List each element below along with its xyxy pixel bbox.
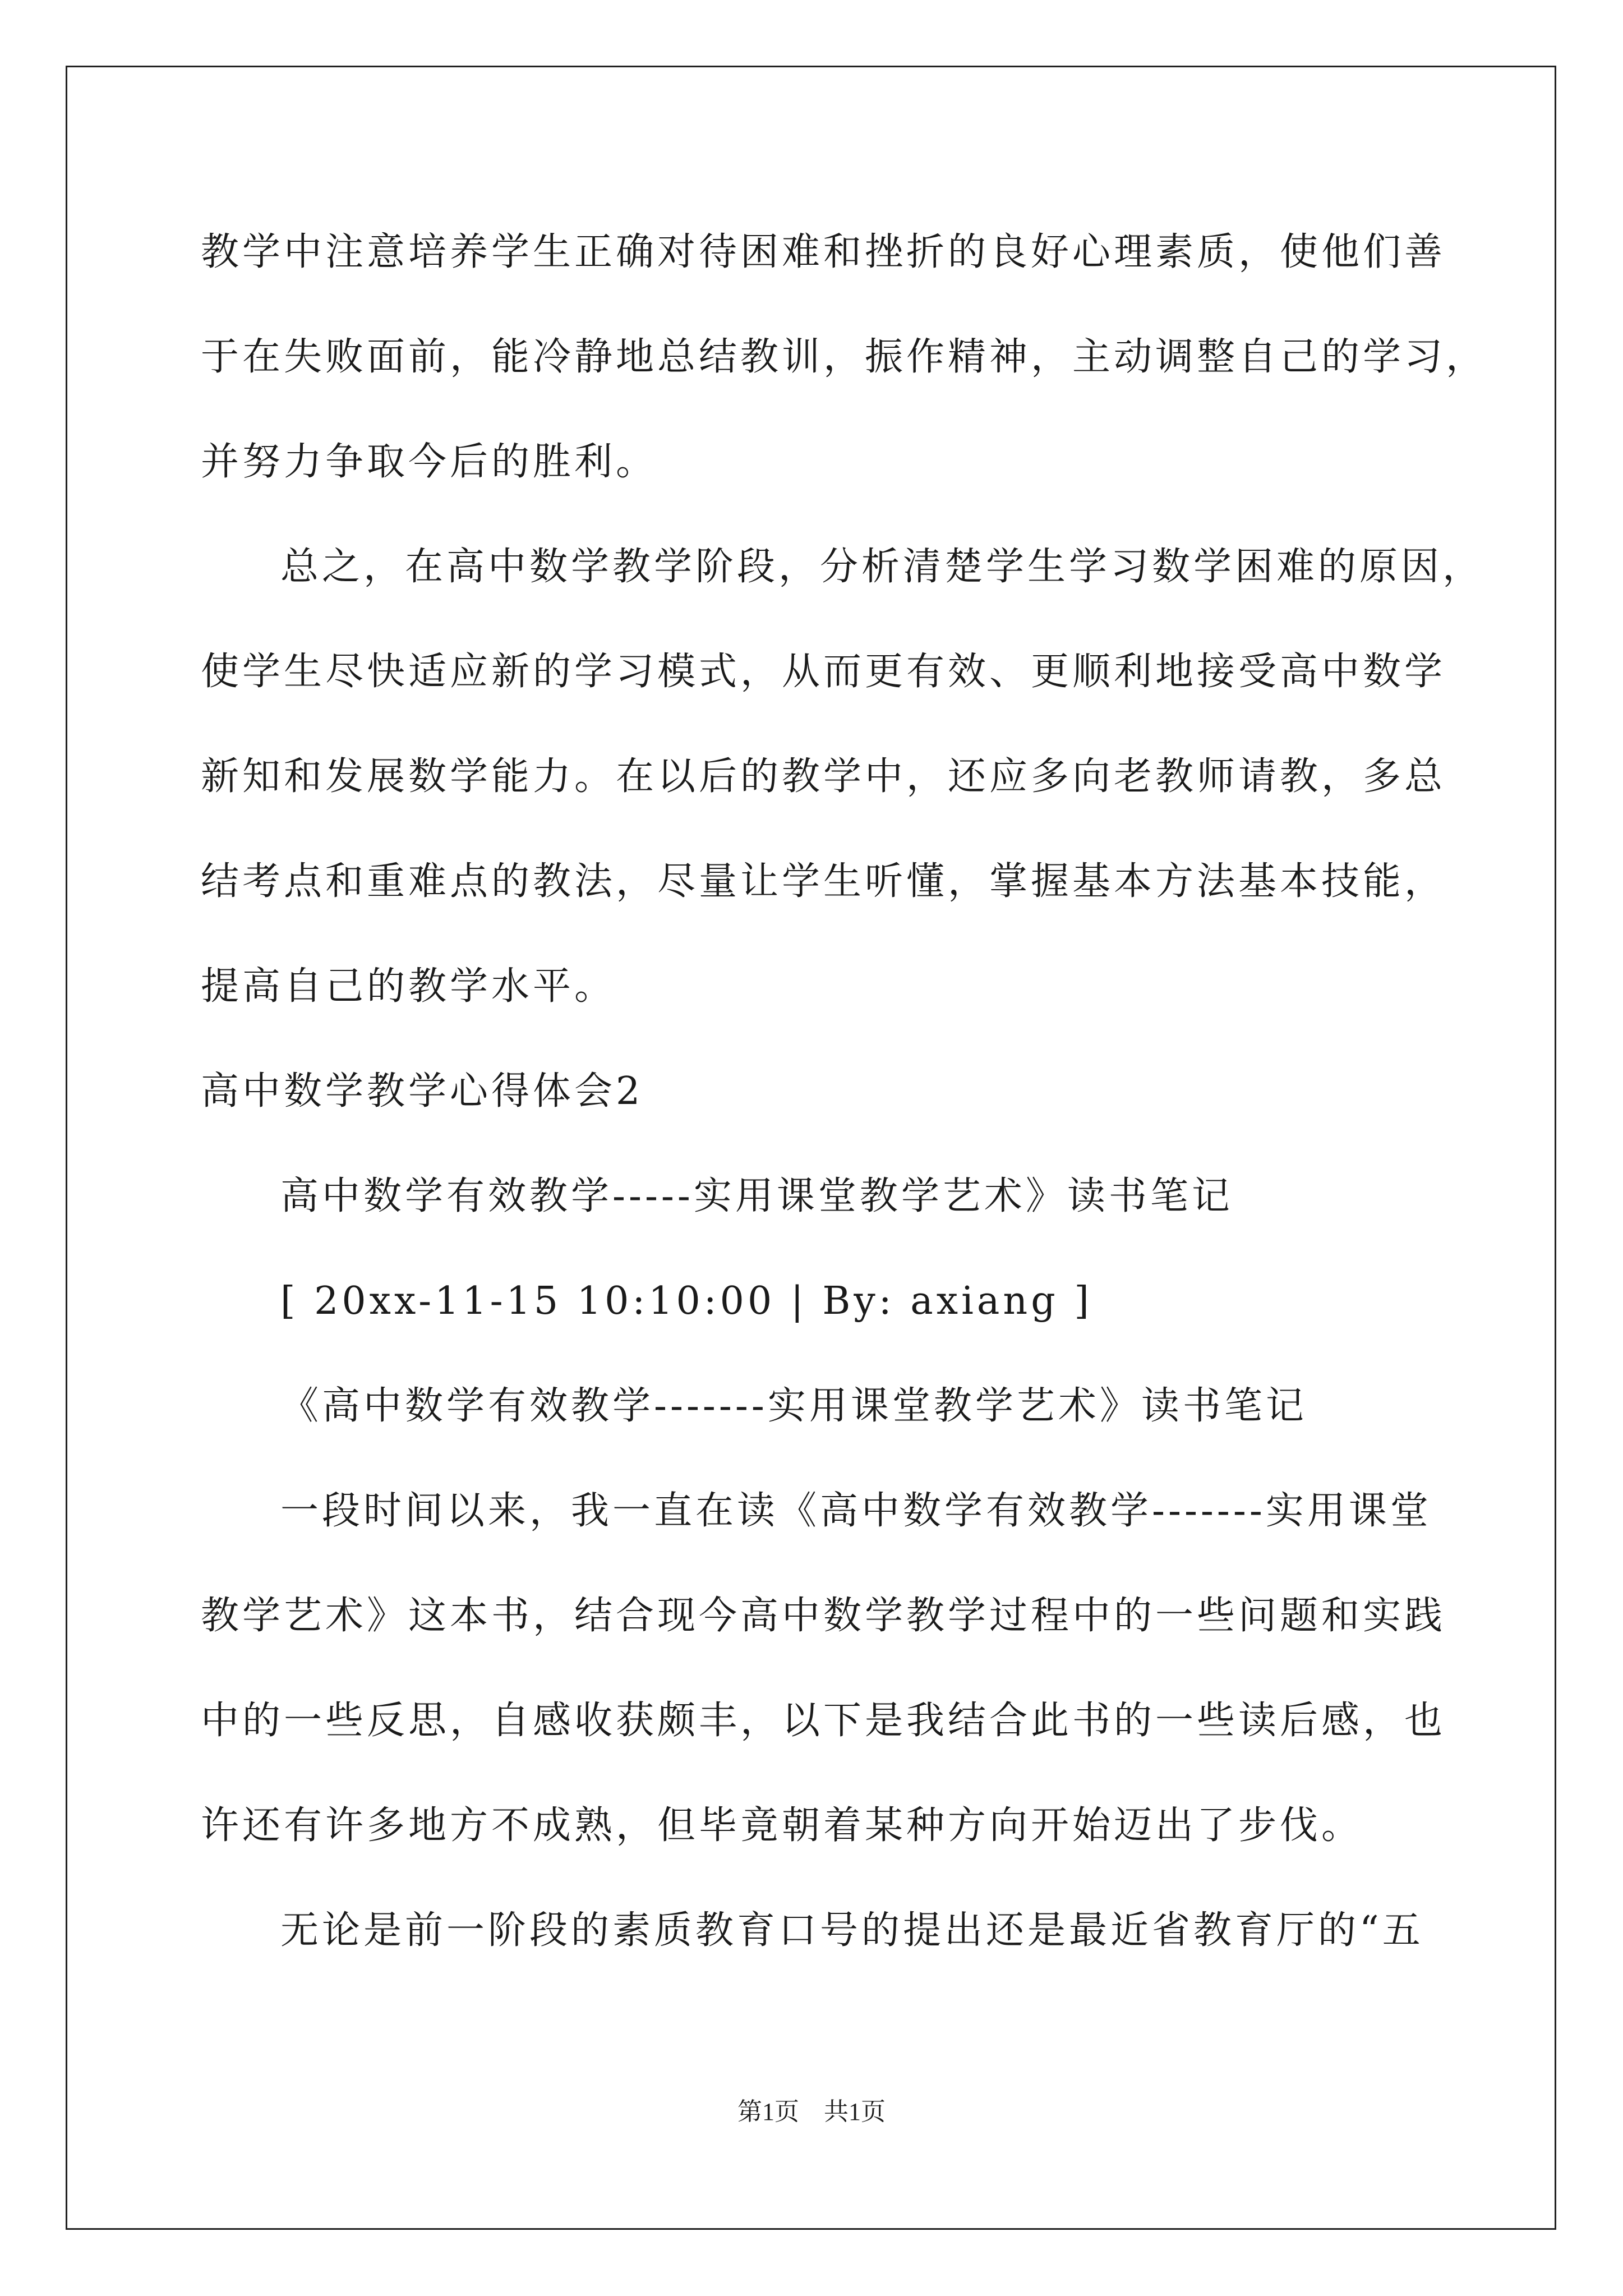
post-meta: [ 20xx-11-15 10:10:00 | By: axiang ] [280, 1279, 1092, 1323]
body-line: 教学中注意培养学生正确对待困难和挫折的良好心理素质，使他们善 [201, 230, 1446, 274]
body-line: 于在失败面前，能冷静地总结教训，振作精神，主动调整自己的学习， [201, 335, 1488, 379]
body-line: 结考点和重难点的教法，尽量让学生听懂，掌握基本方法基本技能， [201, 859, 1446, 904]
body-line: 无论是前一阶段的素质教育口号的提出还是最近省教育厅的“五 [280, 1908, 1424, 1953]
body-line: 许还有许多地方不成熟，但毕竟朝着某种方向开始迈出了步伐。 [201, 1803, 1363, 1848]
body-line: 中的一些反思，自感收获颇丰，以下是我结合此书的一些读后感，也 [201, 1699, 1446, 1743]
body-line: 并努力争取今后的胜利。 [201, 440, 658, 484]
document-body [201, 219, 1488, 2002]
book-title-line: 高中数学有效教学-----实用课堂教学艺术》读书笔记 [280, 1174, 1233, 1218]
body-line: 总之，在高中数学教学阶段，分析清楚学生学习数学困难的原因， [280, 545, 1484, 589]
section-heading: 高中数学教学心得体会2 [201, 1069, 644, 1114]
page-footer: 第1页 共1页 [737, 2098, 886, 2125]
body-line: 新知和发展数学能力。在以后的教学中，还应多向老教师请教，多总 [201, 754, 1446, 799]
body-line: 教学艺术》这本书，结合现今高中数学教学过程中的一些问题和实践 [201, 1594, 1446, 1638]
body-line: 使学生尽快适应新的学习模式，从而更有效、更顺利地接受高中数学 [201, 650, 1446, 694]
body-line: 一段时间以来，我一直在读《高中数学有效教学-------实用课堂 [280, 1489, 1432, 1533]
book-title-line: 《高中数学有效教学-------实用课堂教学艺术》读书笔记 [280, 1384, 1307, 1428]
body-line: 提高自己的教学水平。 [201, 964, 616, 1009]
